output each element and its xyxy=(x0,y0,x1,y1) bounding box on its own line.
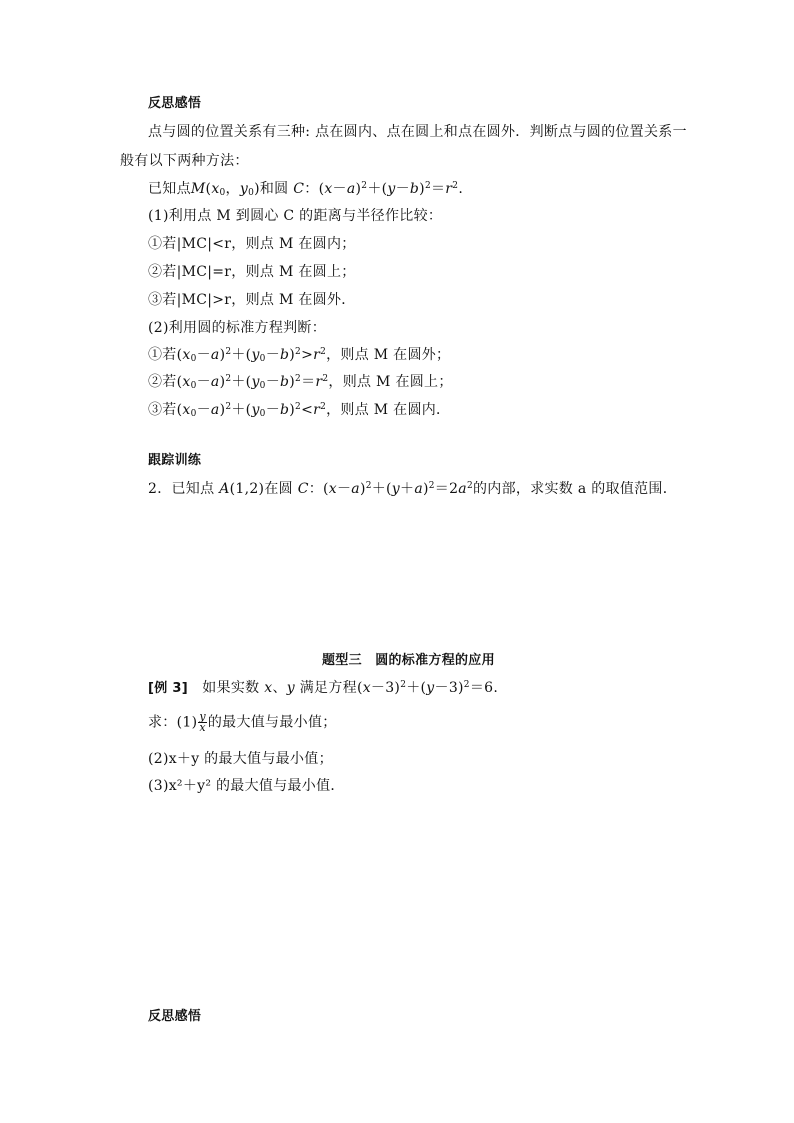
heading-reflection-2: 反思感悟 xyxy=(148,1009,202,1024)
question-mid: 在圆 xyxy=(264,481,293,497)
m2-prefix: ②若 xyxy=(148,374,177,390)
m2-prefix: ③若 xyxy=(148,402,177,418)
m2-prefix: ①若 xyxy=(148,347,177,363)
m2-suffix: ，则点 M 在圆上； xyxy=(328,374,453,390)
given-mid: 和圆 xyxy=(259,181,289,197)
method-1-item-on: ②若|MC|=r，则点 M 在圆上； xyxy=(148,264,356,280)
given-colon: ： xyxy=(304,181,319,197)
practice-question-2: 2．已知点 A(1,2)在圆 C：$(x-a)^2+(y+a)^2=2a^2$的内部，求实数 a 的取值范围． xyxy=(148,481,678,497)
question-prefix: 2．已知点 xyxy=(148,481,215,497)
given-point-circle: 已知点$M(x_0$，$y_0$)和圆 C：$(x-a)^2+(y-b)^2=r^2$. xyxy=(148,181,464,198)
method-1-item-inside: ①若|MC|<r，则点 M 在圆内； xyxy=(148,236,356,252)
section-title-type-3: 题型三 圆的标准方程的应用 xyxy=(322,653,495,668)
heading-reflection-1: 反思感悟 xyxy=(148,96,202,111)
example-label: [例 3] xyxy=(148,681,188,696)
fraction-y-over-x: $\frac{y}{x}$ xyxy=(199,710,206,734)
intro-line-1: 点与圆的位置关系有三种: 点在圆内、点在圆上和点在圆外．判断点与圆的位置关系一 xyxy=(148,124,687,140)
example-part-1: 如果实数 xyxy=(202,680,260,696)
method-2-item-on: ②若$(x_0-a)^2+(y_0-b)^2=r^2$，则点 M 在圆上； xyxy=(148,374,453,391)
ask-prefix: 求：(1) xyxy=(148,714,198,731)
ask-1-text: 的最大值与最小值； xyxy=(207,714,337,731)
example-part-2: 满足方程 xyxy=(299,680,357,696)
method-1: (1)利用点 M 到圆心 C 的距离与半径作比较： xyxy=(148,208,443,224)
ask-2: (2)x＋y 的最大值与最小值； xyxy=(148,751,333,767)
method-2: (2)利用圆的标准方程判断： xyxy=(148,320,327,336)
ask-1 xyxy=(148,712,337,733)
heading-practice: 跟踪训练 xyxy=(148,453,202,468)
given-prefix: 已知点 xyxy=(148,181,191,197)
intro-line-2: 般有以下两种方法： xyxy=(120,153,249,169)
m2-suffix: ，则点 M 在圆内． xyxy=(326,402,451,418)
m2-suffix: ，则点 M 在圆外； xyxy=(326,347,451,363)
example-3-statement: [例 3] 如果实数 x、y 满足方程$(x-3)^2+(y-3)^2=6$. xyxy=(148,680,499,696)
method-2-item-inside: ③若$(x_0-a)^2+(y_0-b)^2<r^2$，则点 M 在圆内． xyxy=(148,402,451,419)
method-2-item-outside: ①若$(x_0-a)^2+(y_0-b)^2>r^2$，则点 M 在圆外； xyxy=(148,347,451,364)
ask-3: (3)x²＋y² 的最大值与最小值． xyxy=(148,778,345,794)
question-end: 的内部，求实数 a 的取值范围． xyxy=(472,481,678,497)
method-1-item-outside: ③若|MC|>r，则点 M 在圆外． xyxy=(148,292,356,308)
